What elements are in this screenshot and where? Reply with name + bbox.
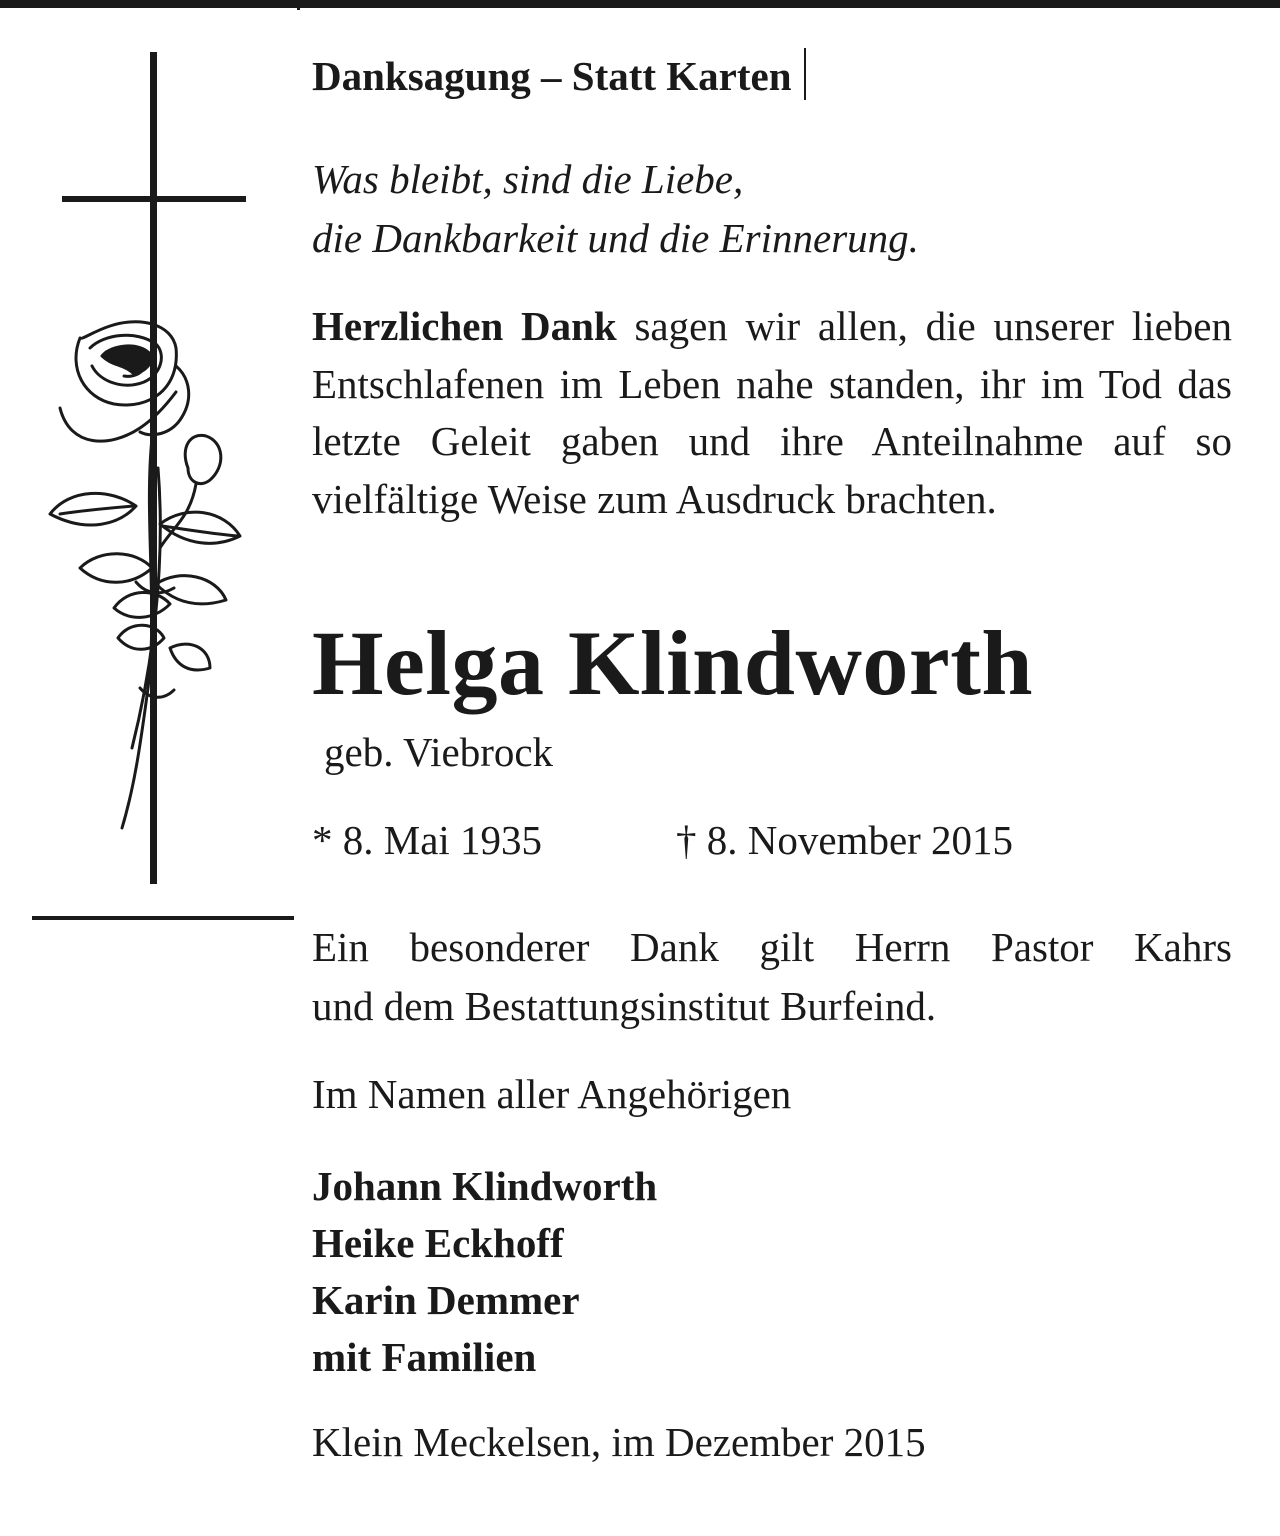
memorial-quote xyxy=(312,150,919,268)
maiden-name: geb. Viebrock xyxy=(324,729,554,775)
notice-heading xyxy=(312,48,806,100)
signers-list xyxy=(312,1158,657,1386)
place-date: Klein Meckelsen, im Dezember 2015 xyxy=(312,1419,926,1465)
special-thanks-line: und dem Bestattungsinstitut Burfeind. xyxy=(312,983,937,1029)
signer: Johann Klindworth xyxy=(312,1163,658,1209)
special-thanks-line: Ein besonderer Dank gilt Herrn Pastor Kahrs xyxy=(312,924,1232,970)
deceased-name: Helga Klindworth xyxy=(312,612,1034,714)
signer: Heike Eckhoff xyxy=(312,1220,564,1266)
left-horizontal-rule xyxy=(32,916,294,920)
decoration-column xyxy=(0,0,300,1536)
birth-date: * 8. Mai 1935 xyxy=(312,817,543,863)
signer: mit Familien xyxy=(312,1334,537,1380)
rose-icon xyxy=(50,322,240,828)
life-dates xyxy=(312,816,1014,864)
quote-line: Was bleibt, sind die Liebe, xyxy=(312,156,744,202)
notice-heading-text: Danksagung – Statt Karten xyxy=(312,53,792,99)
cross-with-rose-illustration xyxy=(40,48,280,888)
heading-bar xyxy=(804,48,806,100)
signer: Karin Demmer xyxy=(312,1277,580,1323)
thanks-paragraph xyxy=(312,298,1232,528)
on-behalf-line: Im Namen aller Angehörigen xyxy=(312,1071,792,1117)
quote-line: die Dankbarkeit und die Erinnerung. xyxy=(312,215,919,261)
thanks-body: sagen wir allen, die unserer lieben Entschlafenen im Leben nahe standen, ihr im Tod das letzte Geleit gaben und ihre Anteilnahme auf so vielfältige Weise zum Ausdruck brachten. xyxy=(312,303,1232,522)
special-thanks xyxy=(312,918,1232,1036)
thanks-bold-lead: Herzlichen Dank xyxy=(312,303,617,349)
death-date: † 8. November 2015 xyxy=(676,817,1014,863)
